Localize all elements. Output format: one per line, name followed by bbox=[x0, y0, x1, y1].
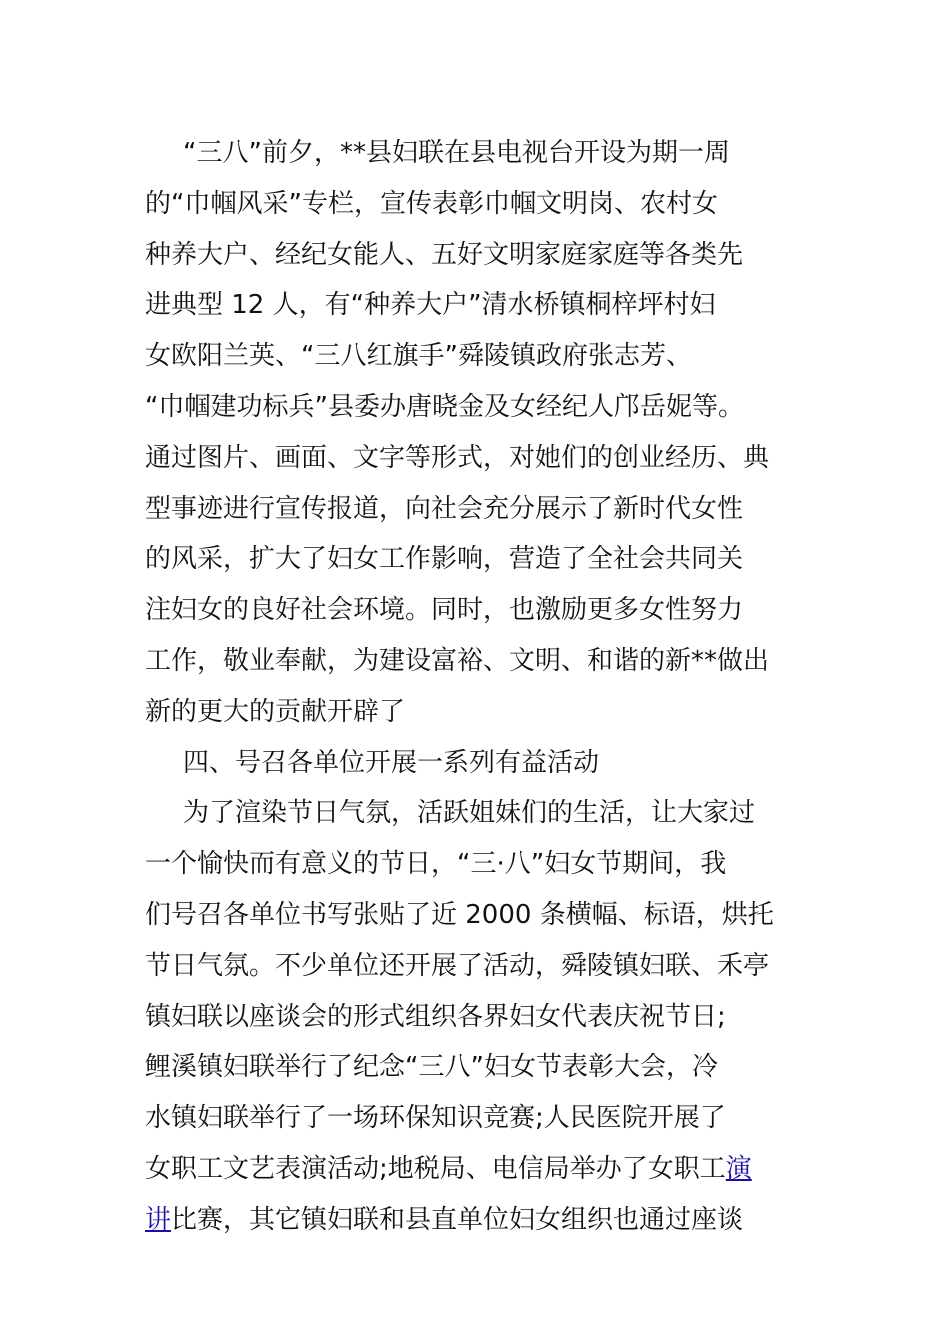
paragraph-line: 为了渲染节日气氛，活跃姐妹们的生活，让大家过 bbox=[183, 798, 756, 829]
paragraph-line: “三八”前夕，**县妇联在县电视台开设为期一周 bbox=[183, 138, 730, 168]
paragraph-line: 型事迹进行宣传报道，向社会充分展示了新时代女性 bbox=[145, 493, 744, 524]
paragraph-line: 通过图片、画面、文字等形式，对她们的创业经历、典 bbox=[145, 442, 770, 473]
paragraph-line: 的“巾帼风采”专栏，宣传表彰巾帼文明岗、农村女 bbox=[145, 188, 718, 219]
paragraph-line: 女欧阳兰英、“三八红旗手”舜陵镇政府张志芳、 bbox=[145, 341, 692, 372]
paragraph-line: 水镇妇联举行了一场环保知识竞赛;人民医院开展了 bbox=[145, 1103, 726, 1134]
paragraph-line: 镇妇联以座谈会的形式组织各界妇女代表庆祝节日; bbox=[145, 1001, 726, 1032]
paragraph-line: 的风采，扩大了妇女工作影响，营造了全社会共同关 bbox=[145, 544, 744, 575]
paragraph-line: 工作，敬业奉献，为建设富裕、文明、和谐的新**做出 bbox=[145, 645, 770, 676]
paragraph-line: 一个愉快而有意义的节日，“三·八”妇女节期间，我 bbox=[145, 849, 727, 880]
line-text: 比赛，其它镇妇联和县直单位妇女组织也通过座谈 bbox=[171, 1204, 744, 1235]
speech-link-part-1[interactable]: 演 bbox=[725, 1153, 752, 1184]
speech-link-part-2[interactable]: 讲 bbox=[145, 1204, 172, 1235]
document-body bbox=[145, 128, 815, 1246]
paragraph-line-with-link-start bbox=[145, 1144, 815, 1195]
paragraph-line: “巾帼建功标兵”县委办唐晓金及女经纪人邝岳妮等。 bbox=[145, 391, 744, 422]
paragraph-line: 节日气氛。不少单位还开展了活动，舜陵镇妇联、禾亭 bbox=[145, 950, 770, 981]
paragraph-line: 新的更大的贡献开辟了 bbox=[145, 696, 406, 727]
paragraph-line: 进典型 12 人，有“种养大户”清水桥镇桐梓坪村妇 bbox=[145, 290, 716, 321]
paragraph-line: 种养大户、经纪女能人、五好文明家庭家庭等各类先 bbox=[145, 239, 744, 270]
section-heading: 四、号召各单位开展一系列有益活动 bbox=[183, 747, 600, 778]
line-text: 女职工文艺表演活动;地税局、电信局举办了女职工 bbox=[145, 1153, 726, 1184]
paragraph-line-with-link-end bbox=[145, 1195, 815, 1246]
paragraph-line: 鲤溪镇妇联举行了纪念“三八”妇女节表彰大会，冷 bbox=[145, 1052, 718, 1083]
paragraph-line: 们号召各单位书写张贴了近 2000 条横幅、标语，烘托 bbox=[145, 899, 774, 930]
paragraph-line: 注妇女的良好社会环境。同时，也激励更多女性努力 bbox=[145, 595, 744, 626]
